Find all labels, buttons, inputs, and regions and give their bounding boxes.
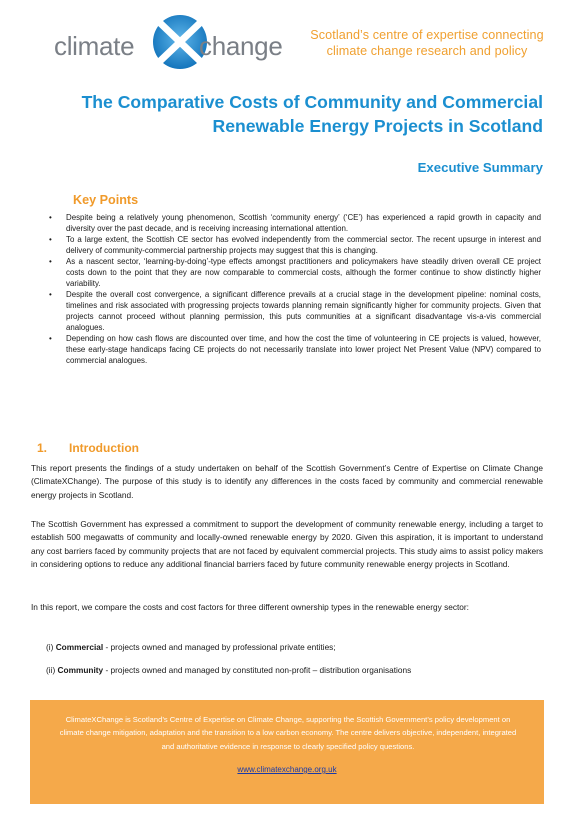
- tagline-line-1: Scotland’s centre of expertise connecting: [310, 28, 544, 42]
- key-point-text: Despite being a relatively young phenomenon, Scottish ‘community energy’ (‘CE’) has experienced a rapid growth in capacity and diversity over the past decade, and is receiving increasing international attention.: [66, 213, 541, 233]
- footer-description: ClimateXChange is Scotland’s Centre of Expertise on Climate Change, supporting the Scottish Government’s policy development on climate change mitigation, adaptation and the transition to a low carbon economy. The centre delivers objective, independent, integrated and authoritative evidence in response to clearly specified policy questions.: [59, 715, 517, 751]
- title-line-1: The Comparative Costs of Community and Commercial: [81, 92, 543, 112]
- key-point-text: As a nascent sector, ‘learning-by-doing’-type effects amongst practitioners and policymakers have steadily driven overall CE project costs down to the point that they are now comparable to commercial costs, although the former continue to show distinctly higher variability.: [66, 257, 541, 288]
- key-point-item: [49, 289, 541, 333]
- document-subtitle: Executive Summary: [417, 160, 543, 175]
- key-point-item: [49, 256, 541, 289]
- bullet-icon: •: [49, 235, 52, 244]
- bullet-icon: •: [49, 213, 52, 222]
- website-link[interactable]: www.climatexchange.org.uk: [237, 765, 337, 774]
- section-title: Introduction: [69, 441, 139, 455]
- ownership-index: (ii): [46, 665, 58, 675]
- logo-text-change: change: [199, 31, 283, 61]
- document-title: [23, 90, 543, 138]
- bullet-icon: •: [49, 290, 52, 299]
- ownership-index: (i): [46, 642, 56, 652]
- intro-paragraph-3: In this report, we compare the costs and cost factors for three different ownership types in the renewable energy sector:: [31, 602, 469, 612]
- logo-text-climate: climate: [54, 31, 135, 61]
- tagline-line-2: climate change research and policy: [326, 44, 528, 58]
- header-tagline: [302, 27, 552, 59]
- ownership-label: Commercial: [55, 642, 104, 652]
- intro-paragraph-2: The Scottish Government has expressed a commitment to support the development of community renewable energy, including a target to establish 500 megawatts of community and locally-owned renewable energy by 2020. Given this aspiration, it is important to understand any cost barriers faced by community projects that are not faced by equivalent commercial projects. This study aims to assist policy makers in considering options to reduce any additional financial barriers faced by future community renewable energy projects in Scotland.: [31, 519, 543, 569]
- climatexchange-logo: [54, 14, 284, 70]
- ownership-type-commercial: [46, 642, 336, 652]
- key-point-item: [49, 234, 541, 256]
- intro-paragraph-1: This report presents the findings of a study undertaken on behalf of the Scottish Government’s Centre of Expertise on Climate Change (ClimateXChange). The purpose of this study is to identify any differences in the costs faced by community and commercial renewable energy projects in Scotland.: [31, 463, 543, 500]
- section-heading-introduction: [37, 441, 139, 455]
- ownership-description: - projects owned and managed by professional private entities;: [103, 642, 336, 652]
- ownership-description: - projects owned and managed by constituted non-profit – distribution organisations: [103, 665, 412, 675]
- ownership-label: Community: [57, 665, 104, 675]
- key-points-list: [49, 212, 541, 366]
- bullet-icon: •: [49, 257, 52, 266]
- key-point-text: Depending on how cash flows are discounted over time, and how the cost the time of volunteering in CE projects is valued, however, these early-stage handicaps facing CE projects do not necessarily translate into lower project Net Present Value (NPV) compared to commercial analogues.: [66, 334, 541, 365]
- title-line-2: Renewable Energy Projects in Scotland: [212, 116, 543, 136]
- page-header: [0, 0, 573, 80]
- key-point-item: [49, 333, 541, 366]
- key-points-heading: Key Points: [73, 193, 139, 207]
- bullet-icon: •: [49, 334, 52, 343]
- key-point-text: To a large extent, the Scottish CE sector has evolved independently from the commercial sector. The recent upsurge in interest and delivery of community-commercial partnership projects may suggest that this is changing.: [66, 235, 541, 255]
- section-number: 1.: [37, 441, 48, 455]
- footer-info-box: [30, 700, 544, 804]
- ownership-type-community: [46, 665, 411, 675]
- key-point-item: [49, 212, 541, 234]
- key-point-text: Despite the overall cost convergence, a significant difference prevails at a crucial stage in the development pipeline: nominal costs, timelines and risk associated with progressing projects towards planning remain significantly higher for community projects. Given that projects cannot proceed without planning permission, this puts communities at a significant disadvantage vis-a-vis commercial analogues.: [66, 290, 541, 332]
